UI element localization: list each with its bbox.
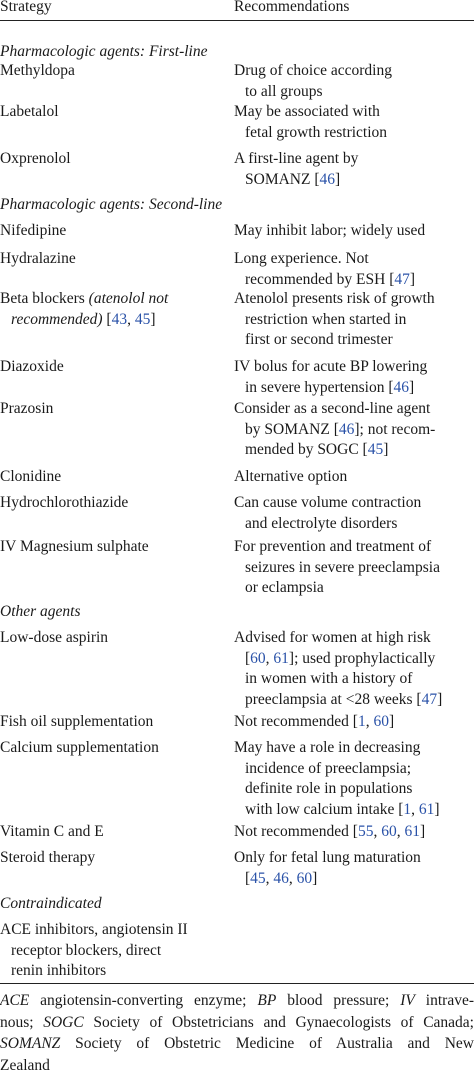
recommendation-text: or eclampsia <box>245 579 324 596</box>
strategy-text: renin inhibitors <box>11 962 107 979</box>
recommendation-cell <box>234 537 474 599</box>
recommendation-cell <box>234 357 474 398</box>
recommendation-text: May be associated with <box>234 103 380 120</box>
strategy-cell <box>0 712 228 733</box>
strategy-text: Oxprenolol <box>0 150 71 167</box>
header-rule <box>0 20 474 21</box>
strategy-cell <box>0 738 228 759</box>
strategy-text: Labetalol <box>0 103 59 120</box>
strategy-cell <box>0 848 228 869</box>
recommendation-cell <box>234 102 474 143</box>
strategy-cell <box>0 537 228 558</box>
strategy-text: IV Magnesium sulphate <box>0 538 149 555</box>
recommendation-text: Not recommended [55, 60, 61] <box>234 823 426 840</box>
recommendation-text: Consider as a second-line agent <box>234 400 431 417</box>
footnote-line: nous; SOGC Society of Obstetricians and Gynaecologists of Canada; <box>0 1013 474 1031</box>
strategy-cell <box>0 289 228 330</box>
strategy-cell <box>0 920 228 982</box>
strategy-cell <box>0 628 228 649</box>
strategy-text: Prazosin <box>0 400 54 417</box>
recommendation-text: For prevention and treatment of <box>234 538 432 555</box>
recommendation-text: to all groups <box>245 82 323 100</box>
strategy-text: Clonidine <box>0 468 62 485</box>
strategy-cell <box>0 357 228 378</box>
recommendation-cell <box>234 399 474 461</box>
header-recommendations: Recommendations <box>234 0 350 15</box>
strategy-cell <box>0 467 228 488</box>
strategy-text: Calcium supplementation <box>0 739 159 756</box>
recommendation-text: [45, 46, 60] <box>245 869 318 887</box>
recommendation-text: definite role in populations <box>245 780 413 797</box>
strategy-cell <box>0 493 228 514</box>
recommendation-cell <box>234 467 474 488</box>
strategy-cell <box>0 61 228 82</box>
recommendation-text: mended by SOGC [45] <box>245 441 389 458</box>
recommendation-cell <box>234 738 474 820</box>
strategy-text: Low-dose aspirin <box>0 629 109 646</box>
recommendation-text: IV bolus for acute BP lowering <box>234 358 428 375</box>
header-strategy: Strategy <box>0 0 52 15</box>
footnote <box>0 990 474 1076</box>
strategy-text: ACE inhibitors, angiotensin II <box>0 921 188 938</box>
recommendation-text: in severe hypertension [46] <box>245 378 415 396</box>
section-title: Other agents <box>0 603 81 620</box>
recommendation-cell <box>234 712 474 733</box>
recommendation-text: Can cause volume contraction <box>234 494 422 511</box>
recommendation-text: Only for fetal lung maturation <box>234 849 421 866</box>
table-bottom-rule <box>0 983 474 984</box>
strategy-cell <box>0 221 228 242</box>
strategy-text: Nifedipine <box>0 222 67 239</box>
footnote-line: ACE angiotensin-converting enzyme; BP blood pressure; IV intrave- <box>0 992 474 1009</box>
recommendation-text: seizures in severe preeclampsia <box>245 558 440 576</box>
strategy-text: Hydralazine <box>0 250 76 267</box>
recommendation-cell <box>234 628 474 710</box>
table-header <box>0 0 474 19</box>
recommendation-cell <box>234 221 474 242</box>
recommendation-text: Alternative option <box>234 468 348 485</box>
recommendation-cell <box>234 848 474 889</box>
recommendation-text: preeclampsia at <28 weeks [47] <box>245 690 443 708</box>
recommendation-text: Not recommended [1, 60] <box>234 713 395 730</box>
section-title: Contraindicated <box>0 895 102 912</box>
strategy-text: Steroid therapy <box>0 849 96 866</box>
recommendation-text: in women with a history of <box>245 670 413 687</box>
recommendation-text: fetal growth restriction <box>245 123 388 141</box>
strategy-text: receptor blockers, direct <box>11 941 162 959</box>
strategy-cell <box>0 822 228 843</box>
recommendation-cell <box>234 61 474 102</box>
recommendation-text: May have a role in decreasing <box>234 739 421 756</box>
recommendation-cell <box>234 149 474 190</box>
strategy-text: Vitamin C and E <box>0 823 104 840</box>
strategy-text: Hydrochlorothiazide <box>0 494 129 511</box>
recommendation-text: with low calcium intake [1, 61] <box>245 800 440 818</box>
strategy-text: Methyldopa <box>0 62 75 79</box>
strategy-cell <box>0 149 228 170</box>
strategy-cell <box>0 249 228 270</box>
recommendation-text: Atenolol presents risk of growth <box>234 290 435 307</box>
recommendation-text: [60, 61]; used prophylactically <box>245 649 436 667</box>
section-title: Pharmacologic agents: Second-line <box>0 196 223 213</box>
strategy-text: Beta blockers (atenolol not <box>0 290 169 307</box>
recommendation-cell <box>234 289 474 351</box>
recommendation-cell <box>234 249 474 290</box>
recommendation-text: Advised for women at high risk <box>234 629 431 646</box>
recommendation-text: by SOMANZ [46]; not recom- <box>245 420 436 438</box>
recommendation-text: recommended by ESH [47] <box>245 270 416 288</box>
recommendation-text: May inhibit labor; widely used <box>234 222 426 239</box>
section-title: Pharmacologic agents: First-line <box>0 43 208 60</box>
strategy-text: Fish oil supplementation <box>0 713 154 730</box>
recommendation-text: first or second trimester <box>245 331 393 348</box>
recommendation-text: Long experience. Not <box>234 250 369 267</box>
recommendation-text: incidence of preeclampsia; <box>245 759 412 777</box>
recommendation-text: and electrolyte disorders <box>245 514 398 532</box>
footnote-line: SOMANZ Society of Obstetric Medicine of Australia and New <box>0 1035 474 1052</box>
strategy-cell <box>0 399 228 420</box>
recommendation-text: A first-line agent by <box>234 150 359 167</box>
strategy-text: Diazoxide <box>0 358 64 375</box>
strategy-text: recommended) [43, 45] <box>11 310 156 328</box>
recommendation-text: SOMANZ [46] <box>245 170 341 188</box>
strategy-cell <box>0 102 228 123</box>
recommendation-cell <box>234 822 474 843</box>
recommendation-text: Drug of choice according <box>234 62 392 79</box>
footnote-line: Zealand <box>0 1056 50 1074</box>
recommendation-cell <box>234 493 474 534</box>
recommendation-text: restriction when started in <box>245 310 407 328</box>
